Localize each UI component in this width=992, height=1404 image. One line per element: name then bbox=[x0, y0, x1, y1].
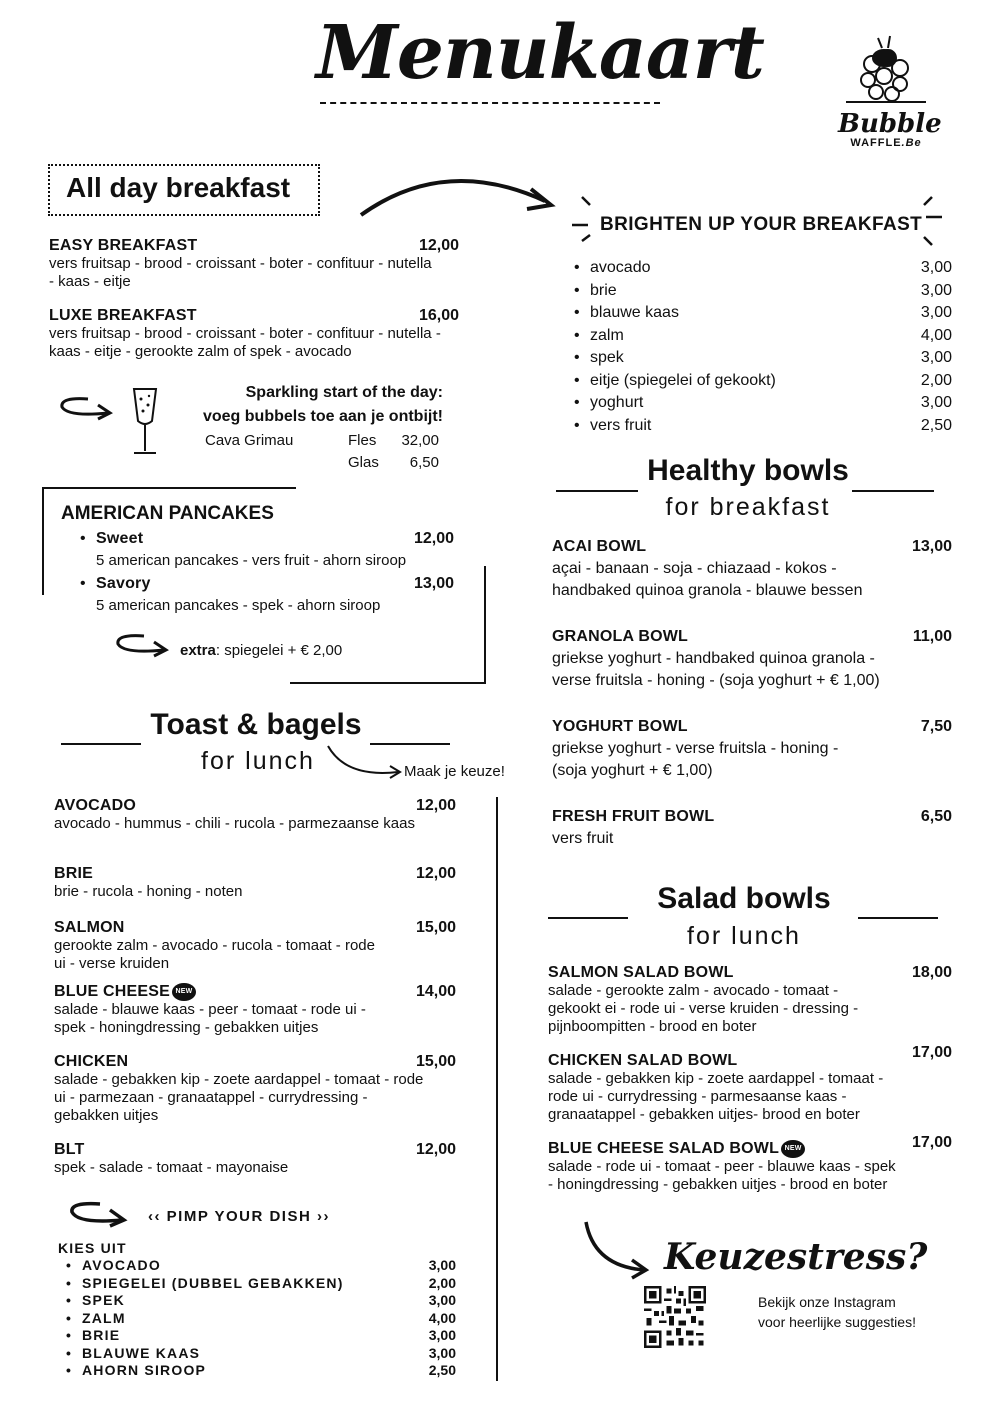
keuze-line1: Bekijk onze Instagram bbox=[758, 1294, 896, 1310]
healthy-heading: Healthy bowls bbox=[647, 454, 849, 487]
toast-heading: Toast & bagels bbox=[150, 708, 362, 741]
hook-arrow-icon bbox=[68, 1198, 132, 1230]
list-item: • vers fruit 2,50 bbox=[572, 415, 952, 438]
menu-item: BLUE CHEESE SALAD BOWL NEW 17,00 salade - rode ui - tomaat - peer - blauwe kaas - spek - honingdressing - gebakken uitjes - brood en boter bbox=[548, 1134, 952, 1193]
menu-item: • Savory 13,00 5 american pancakes - spek - ahorn siroop bbox=[78, 575, 454, 615]
pimp-heading: ‹‹ PIMP YOUR DISH ›› bbox=[148, 1208, 330, 1225]
salad-rule-right bbox=[858, 917, 938, 919]
healthy-rule-left bbox=[556, 490, 638, 492]
toast-sub: for lunch bbox=[201, 747, 315, 775]
pancakes-frame-bottom bbox=[290, 682, 486, 684]
pimp-list bbox=[64, 1257, 456, 1380]
hook-arrow-icon bbox=[114, 630, 174, 660]
bubble-waffle-logo bbox=[838, 28, 942, 158]
menu-item: AVOCADO 12,00 avocado - hummus - chili - rucola - parmezaanse kaas bbox=[54, 797, 456, 832]
menu-item: CHICKEN 15,00 salade - gebakken kip - zoete aardappel - tomaat - rode ui - parmezaan - granaatappel - currydressing - gebakken uitjes bbox=[54, 1053, 456, 1124]
list-item: • BLAUWE KAAS 3,00 bbox=[64, 1345, 456, 1363]
fles-price: 32,00 bbox=[401, 432, 439, 449]
fles-label: Fles bbox=[348, 432, 377, 449]
menu-item bbox=[49, 237, 459, 291]
salad-sub: for lunch bbox=[687, 922, 801, 950]
logo-line2: WAFFLE bbox=[850, 137, 902, 149]
pancakes-heading: AMERICAN PANCAKES bbox=[61, 503, 274, 524]
menu-item bbox=[49, 307, 459, 361]
curved-arrow-icon bbox=[326, 742, 406, 782]
list-item: • yoghurt 3,00 bbox=[572, 392, 952, 415]
wine-name: Cava Grimau bbox=[205, 432, 294, 449]
list-item: • eitje (spiegelei of gekookt) 2,00 bbox=[572, 370, 952, 393]
extra-text: : spiegelei + € 2,00 bbox=[215, 642, 343, 659]
menu-item: GRANOLA BOWL 11,00 griekse yoghurt - handbaked quinoa granola - verse fruitsla - honing - (soja yoghurt + € 1,00) bbox=[552, 628, 952, 689]
menu-item: SALMON 15,00 gerookte zalm - avocado - rucola - tomaat - rode ui - verse kruiden bbox=[54, 919, 456, 972]
brighten-list bbox=[572, 257, 952, 437]
toast-note: Maak je keuze! bbox=[404, 763, 505, 780]
pancakes-extra bbox=[180, 642, 342, 660]
pancakes-frame-right bbox=[484, 566, 486, 684]
list-item: • blauwe kaas 3,00 bbox=[572, 302, 952, 325]
keuze-line2: voor heerlijke suggesties! bbox=[758, 1314, 916, 1330]
glas-label: Glas bbox=[348, 454, 379, 471]
toast-rule-left bbox=[61, 743, 141, 745]
keuze-heading: Keuzestress? bbox=[664, 1236, 928, 1278]
menu-item: • Sweet 12,00 5 american pancakes - vers fruit - ahorn siroop bbox=[78, 530, 454, 570]
breakfast-items bbox=[49, 237, 459, 361]
title-underline bbox=[320, 102, 660, 104]
item-desc: vers fruitsap - brood - croissant - boter - confituur - nutella - kaas - eitje bbox=[49, 255, 432, 290]
sparkling-line2: voeg bubbels toe aan je ontbijt! bbox=[202, 408, 443, 425]
sparkling-line1: Sparkling start of the day: bbox=[245, 384, 443, 401]
champagne-glass-icon bbox=[128, 385, 162, 459]
hook-arrow-icon bbox=[58, 393, 118, 423]
qr-code-icon[interactable] bbox=[644, 1286, 706, 1348]
item-name: EASY BREAKFAST bbox=[49, 237, 198, 254]
healthy-sub: for breakfast bbox=[665, 493, 831, 521]
keuze-text bbox=[758, 1292, 916, 1332]
logo-line3: .Be bbox=[901, 137, 922, 149]
pimp-kies: KIES UIT bbox=[58, 1240, 127, 1256]
salad-heading: Salad bowls bbox=[657, 882, 831, 915]
curved-arrow-icon bbox=[582, 1218, 652, 1280]
item-desc: vers fruitsap - brood - croissant - boter - confituur - nutella - kaas - eitje - gerookte zalm of spek - avocado bbox=[49, 325, 441, 360]
sparkle-left-icon bbox=[568, 193, 598, 249]
breakfast-heading: All day breakfast bbox=[66, 172, 291, 203]
cava-row bbox=[165, 432, 443, 454]
extra-label: extra bbox=[180, 642, 216, 659]
pancakes-frame-left bbox=[42, 487, 44, 595]
menu-item: FRESH FRUIT BOWL 6,50 vers fruit bbox=[552, 808, 952, 847]
list-item: • AHORN SIROOP 2,50 bbox=[64, 1362, 456, 1380]
list-item: • AVOCADO 3,00 bbox=[64, 1257, 456, 1275]
pancakes-items bbox=[78, 530, 454, 615]
page-title: Menukaart bbox=[316, 10, 764, 96]
menu-item: BLUE CHEESE NEW 14,00 salade - blauwe kaas - peer - tomaat - rode ui - spek - honingdressing - gebakken uitjes bbox=[54, 983, 456, 1036]
menu-item: YOGHURT BOWL 7,50 griekse yoghurt - verse fruitsla - honing - (soja yoghurt + € 1,00) bbox=[552, 718, 952, 779]
column-divider bbox=[496, 797, 498, 1381]
brighten-heading: BRIGHTEN UP YOUR BREAKFAST bbox=[600, 214, 923, 235]
list-item: • brie 3,00 bbox=[572, 280, 952, 303]
sparkling-block bbox=[165, 381, 443, 476]
logo-text bbox=[838, 109, 942, 149]
logo-line1: Bubble bbox=[838, 109, 942, 139]
waffle-icon bbox=[838, 28, 934, 108]
menu-item: ACAI BOWL 13,00 açai - banaan - soja - chiazaad - kokos - handbaked quinoa granola - blauwe bessen bbox=[552, 538, 952, 599]
item-price: 12,00 bbox=[418, 237, 459, 254]
list-item: • spek 3,00 bbox=[572, 347, 952, 370]
new-badge: NEW bbox=[172, 983, 196, 1001]
list-item: • SPIEGELEI (DUBBEL GEBAKKEN) 2,00 bbox=[64, 1275, 456, 1293]
salad-rule-left bbox=[548, 917, 628, 919]
glas-row bbox=[165, 454, 443, 476]
item-price: 16,00 bbox=[418, 307, 459, 324]
menu-item: SALMON SALAD BOWL 18,00 salade - gerookte zalm - avocado - tomaat - gekookt ei - rode ui - verse kruiden - dressing - pijnboompitten - brood en boter bbox=[548, 964, 952, 1035]
healthy-rule-right bbox=[852, 490, 934, 492]
list-item: • ZALM 4,00 bbox=[64, 1310, 456, 1328]
healthy-items bbox=[552, 538, 952, 868]
toast-items bbox=[54, 797, 456, 1177]
list-item: • avocado 3,00 bbox=[572, 257, 952, 280]
new-badge: NEW bbox=[781, 1140, 805, 1158]
menu-item: BRIE 12,00 brie - rucola - honing - noten bbox=[54, 865, 456, 900]
list-item: • SPEK 3,00 bbox=[64, 1292, 456, 1310]
menu-item: CHICKEN SALAD BOWL 17,00 salade - gebakken kip - zoete aardappel - tomaat - rode ui - currydressing - parmesaanse kaas - granaatappel - gebakken uitjes- brood en boter bbox=[548, 1044, 952, 1123]
salad-items bbox=[548, 964, 952, 1194]
list-item: • zalm 4,00 bbox=[572, 325, 952, 348]
pancakes-frame-top bbox=[42, 487, 296, 489]
menu-item: BLT 12,00 spek - salade - tomaat - mayonaise bbox=[54, 1141, 456, 1176]
curved-arrow-icon bbox=[355, 165, 565, 225]
item-name: LUXE BREAKFAST bbox=[49, 307, 197, 324]
list-item: • BRIE 3,00 bbox=[64, 1327, 456, 1345]
glas-price: 6,50 bbox=[409, 454, 439, 471]
